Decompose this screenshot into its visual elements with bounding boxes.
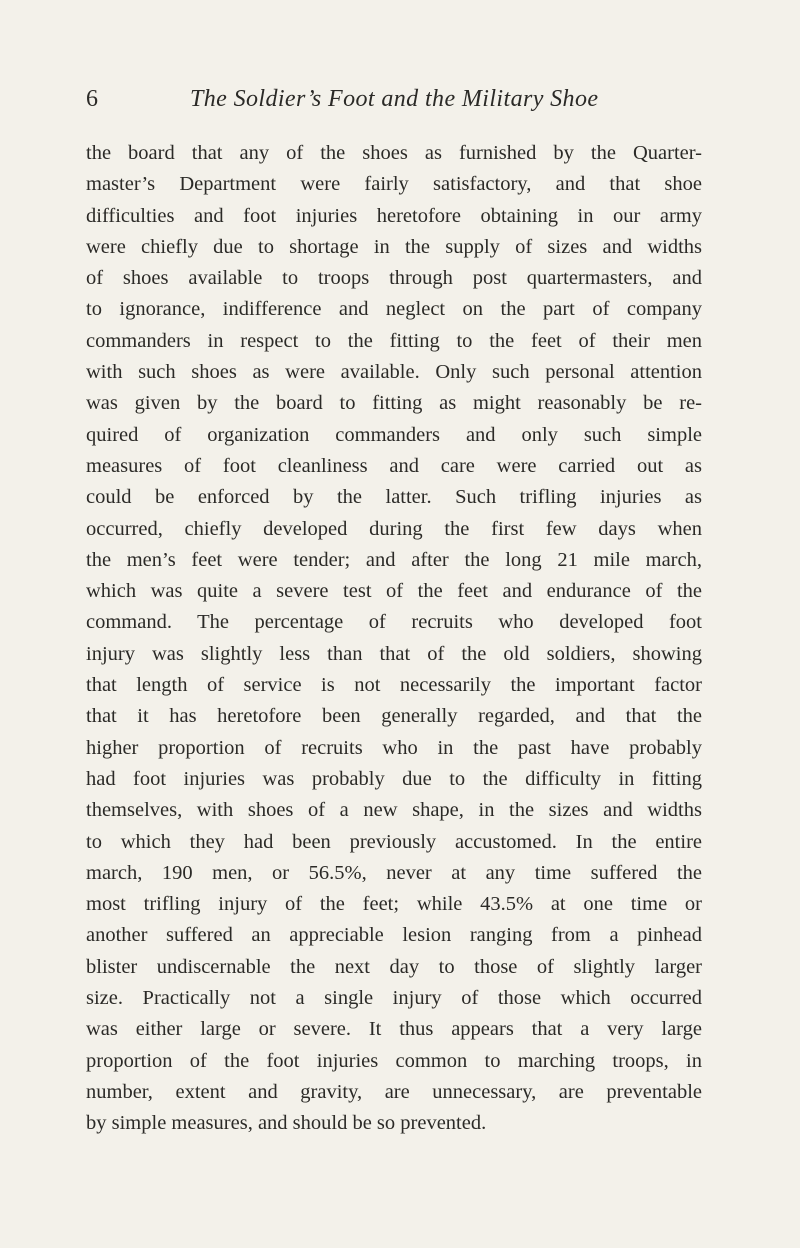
text-line: were chiefly due to shortage in the supply of sizes and widths [86,235,702,258]
text-line: blister undiscernable the next day to those of slightly larger [86,955,702,978]
text-line: another suffered an appreciable lesion ranging from a pinhead [86,924,702,947]
text-line: themselves, with shoes of a new shape, in the sizes and widths [86,799,702,822]
text-line: number, extent and gravity, are unnecessary, are preventable [86,1080,702,1103]
text-line: could be enforced by the latter. Such trifling injuries as [86,486,702,509]
text-line: size. Practically not a single injury of those which occurred [86,987,702,1010]
text-line: had foot injuries was probably due to the difficulty in fitting [86,767,702,790]
text-line: difficulties and foot injuries heretofore obtaining in our army [86,204,702,227]
text-line: march, 190 men, or 56.5%, never at any time suffered the [86,861,702,884]
text-line: proportion of the foot injuries common to marching troops, in [86,1049,702,1072]
text-line: commanders in respect to the fitting to the feet of their men [86,329,702,352]
text-line: higher proportion of recruits who in the past have probably [86,736,702,759]
text-line: that it has heretofore been generally regarded, and that the [86,705,702,728]
text-line: with such shoes as were available. Only such personal attention [86,361,702,384]
text-line: the men’s feet were tender; and after the long 21 mile march, [86,548,702,571]
text-line: injury was slightly less than that of the old soldiers, showing [86,642,702,665]
page-number: 6 [86,86,98,112]
text-line: that length of service is not necessarily the important factor [86,674,702,697]
text-line: to ignorance, indifference and neglect on the part of company [86,298,702,321]
text-line: to which they had been previously accustomed. In the entire [86,830,702,853]
running-head [86,84,706,118]
body-paragraph [86,138,702,1140]
text-line: measures of foot cleanliness and care were carried out as [86,454,702,477]
text-line-last: by simple measures, and should be so prevented. [86,1112,487,1135]
text-line: quired of organization commanders and only such simple [86,423,702,446]
running-title: The Soldier’s Foot and the Military Shoe [190,86,599,112]
text-line: master’s Department were fairly satisfactory, and that shoe [86,173,702,196]
text-line: of shoes available to troops through post quartermasters, and [86,267,702,290]
text-line: occurred, chiefly developed during the first few days when [86,517,702,540]
text-line: was either large or severe. It thus appears that a very large [86,1018,702,1041]
text-line: command. The percentage of recruits who developed foot [86,611,702,634]
text-line: most trifling injury of the feet; while 43.5% at one time or [86,893,702,916]
text-line: was given by the board to fitting as might reasonably be re- [86,392,702,415]
text-line: which was quite a severe test of the feet and endurance of the [86,580,702,603]
text-line: the board that any of the shoes as furnished by the Quarter- [86,142,702,164]
